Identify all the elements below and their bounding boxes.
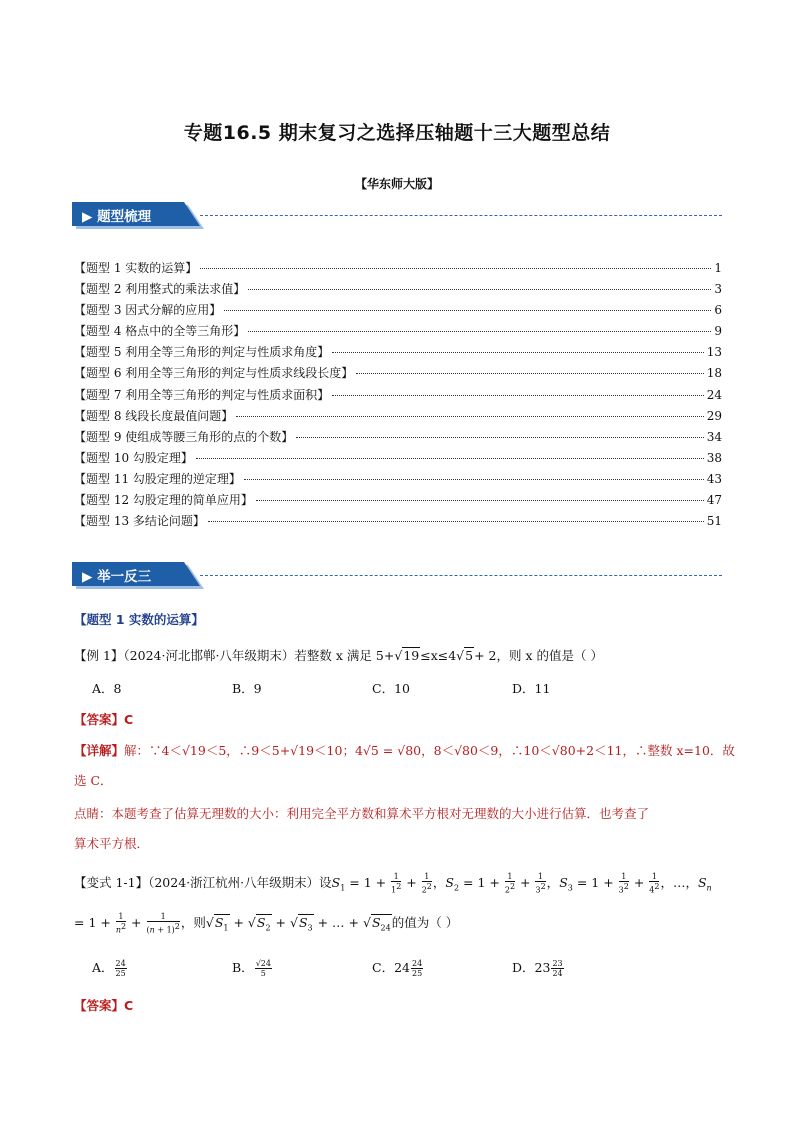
toc-entry-label: 【题型 8 线段长度最值问题】: [74, 408, 234, 423]
table-of-contents: [74, 258, 722, 532]
toc-entry[interactable]: [74, 385, 722, 406]
toc-leader-dots: [356, 372, 703, 374]
answer-value: C: [124, 712, 134, 727]
variant-answer-line: [74, 996, 133, 1014]
toc-entry[interactable]: [74, 342, 722, 363]
option-a: A． $\frac{24}{25}$: [92, 959, 126, 978]
toc-leader-dots: [236, 415, 703, 417]
toc-leader-dots: [248, 330, 711, 332]
comment-line-2: 算术平方根．: [74, 836, 150, 851]
toc-entry[interactable]: [74, 469, 722, 490]
toc-leader-dots: [244, 478, 704, 480]
toc-entry-label: 【题型 11 勾股定理的逆定理】: [74, 471, 241, 486]
option-b: B．9: [232, 681, 262, 696]
banner-title: ▶ 题型梳理: [82, 209, 152, 225]
variant-prefix: 【变式 1-1】（2024·浙江杭州·八年级期末）设: [74, 874, 332, 890]
type-heading: 【题型 1 实数的运算】: [74, 612, 204, 627]
toc-entry-page: 47: [706, 493, 722, 508]
toc-entry[interactable]: [74, 490, 722, 511]
example-1-suffix: + 2，则 x 的值是（ ）: [474, 648, 603, 663]
variant-tail: 的值为（ ）: [391, 914, 459, 930]
toc-entry-page: 3: [714, 282, 722, 297]
toc-entry[interactable]: [74, 363, 722, 384]
toc-leader-dots: [208, 520, 704, 522]
toc-entry-label: 【题型 13 多结论问题】: [74, 514, 205, 529]
radical: √19: [394, 648, 420, 663]
toc-entry[interactable]: [74, 300, 722, 321]
toc-leader-dots: [200, 267, 711, 269]
toc-entry-label: 【题型 12 勾股定理的简单应用】: [74, 493, 253, 508]
variant-1-1-line-2: = 1 + $\frac{1}{n^2}$ + $\frac{1}{(n + 1)^2}$ ，则$√S_1 + √S_2 + √S_3$ + … + $√S_{24}$的值为（ ）: [74, 912, 459, 935]
toc-entry[interactable]: [74, 258, 722, 279]
toc-entry[interactable]: [74, 321, 722, 342]
toc-entry-page: 18: [706, 366, 722, 381]
toc-entry-label: 【题型 5 利用全等三角形的判定与性质求角度】: [74, 345, 330, 360]
answer-label: 【答案】: [74, 998, 125, 1013]
detail-line-1: [74, 741, 735, 759]
toc-leader-dots: [224, 309, 711, 311]
comment-line-1: 点睛：本题考查了估算无理数的大小：利用完全平方数和算术平方根对无理数的大小进行估算．也考查了: [74, 806, 650, 821]
toc-entry-page: 43: [706, 471, 722, 486]
toc-entry-page: 6: [714, 303, 722, 318]
variant-1-1-question: 【变式 1-1】（2024·浙江杭州·八年级期末）设$S_1 = 1$ + $\frac{1}{1^2}$ + $\frac{1}{2^2}$ ，$S_2 = 1$ + $\frac{1}{2^2}$ + $\frac{1}{3^2}$ ，$S_3 = 1$ + $\frac{1}{3^2}$ + $\frac{1}{4^2}$ ，…，$S_n$: [74, 872, 712, 895]
toc-entry-page: 9: [714, 324, 722, 339]
answer-value: C: [124, 998, 134, 1013]
toc-entry-label: 【题型 3 因式分解的应用】: [74, 303, 222, 318]
toc-entry-label: 【题型 6 利用全等三角形的判定与性质求线段长度】: [74, 366, 354, 381]
toc-entry[interactable]: [74, 511, 722, 532]
toc-entry-label: 【题型 1 实数的运算】: [74, 261, 198, 275]
option-c: C．10: [372, 681, 410, 696]
toc-leader-dots: [196, 457, 704, 459]
option-b: B． $\frac{√24}{5}$: [232, 959, 271, 978]
example-1-question: [74, 646, 603, 664]
toc-entry-page: 1: [714, 261, 722, 275]
toc-entry-label: 【题型 9 使组成等腰三角形的点的个数】: [74, 429, 294, 444]
toc-entry-page: 24: [706, 387, 722, 402]
toc-entry[interactable]: [74, 448, 722, 469]
toc-entry-label: 【题型 4 格点中的全等三角形】: [74, 324, 246, 339]
toc-entry-page: 34: [706, 429, 722, 444]
detail-line-2: 选 C．: [74, 773, 113, 788]
example-1-options: [92, 679, 652, 697]
toc-leader-dots: [332, 351, 703, 353]
option-d: D．11: [512, 681, 551, 696]
section-banner-practice: [72, 562, 722, 586]
toc-entry-page: 13: [706, 345, 722, 360]
answer-label: 【答案】: [74, 712, 125, 727]
example-1-prefix: 【例 1】（2024·河北邯郸·八年级期末）若整数 x 满足 5+: [74, 648, 395, 663]
detail-text: 解：∵4＜√19＜5，∴9＜5+√19＜10；4√5 = √80，8＜√80＜9，∴10＜√80+2＜11，∴整数 x=10．故: [124, 743, 735, 758]
option-a: A．8: [92, 681, 122, 696]
toc-entry-page: 38: [706, 450, 722, 465]
toc-entry-label: 【题型 7 利用全等三角形的判定与性质求面积】: [74, 387, 330, 402]
answer-line: [74, 710, 133, 728]
page-title: 专题16.5 期末复习之选择压轴题十三大题型总结: [183, 122, 611, 144]
example-1-mid: ≤x≤4: [420, 648, 457, 663]
toc-entry[interactable]: [74, 427, 722, 448]
banner-divider: [200, 575, 722, 576]
option-d: D．23 $\frac{23}{24}$: [512, 959, 563, 978]
edition-label: 【华东师大版】: [354, 177, 439, 191]
banner-divider: [200, 215, 722, 216]
toc-leader-dots: [248, 288, 711, 290]
option-c: C．24 $\frac{24}{25}$: [372, 959, 423, 978]
toc-entry-label: 【题型 10 勾股定理】: [74, 450, 193, 465]
toc-leader-dots: [256, 499, 704, 501]
toc-entry-page: 51: [706, 514, 722, 529]
toc-entry[interactable]: [74, 279, 722, 300]
radical: √5: [456, 648, 474, 663]
toc-leader-dots: [296, 436, 703, 438]
section-banner-overview: [72, 202, 722, 226]
toc-entry-page: 29: [706, 408, 722, 423]
toc-leader-dots: [332, 394, 703, 396]
detail-label: 【详解】: [74, 743, 125, 758]
toc-entry[interactable]: [74, 406, 722, 427]
banner-title: ▶ 举一反三: [82, 569, 152, 585]
toc-entry-label: 【题型 2 利用整式的乘法求值】: [74, 282, 246, 297]
variant-1-1-options: [92, 958, 652, 978]
